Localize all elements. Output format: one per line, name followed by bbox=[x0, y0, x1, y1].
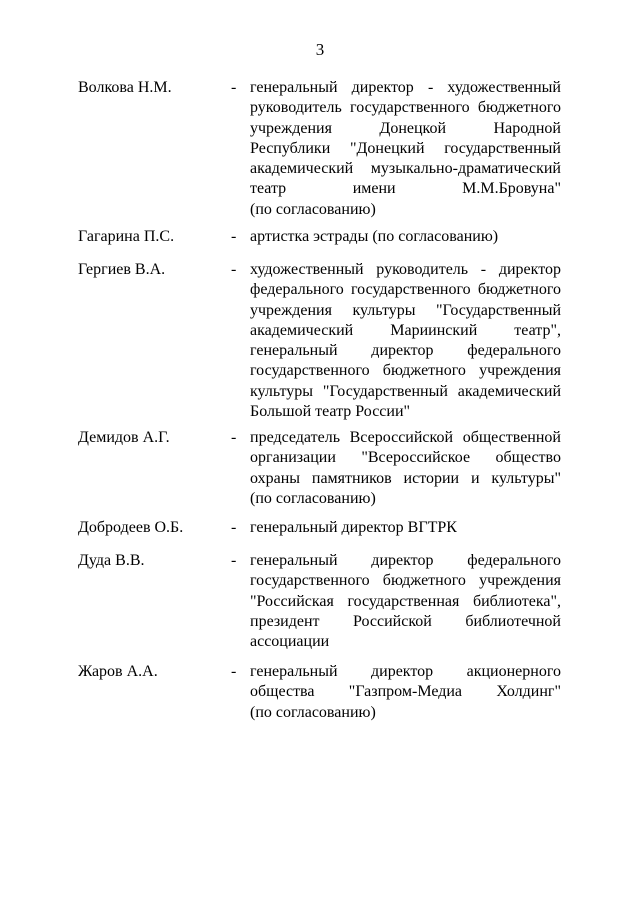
description-line: культуры "Государственный академический bbox=[250, 382, 561, 400]
description-line: президент Российской библиотечной bbox=[250, 612, 561, 630]
dash-separator: - bbox=[231, 519, 237, 536]
description-line: академический Мариинский театр", bbox=[250, 321, 561, 339]
dash-separator: - bbox=[231, 552, 237, 569]
person-description bbox=[250, 428, 561, 509]
description-line: генеральный директор федерального bbox=[250, 342, 561, 360]
description-line: руководитель государственного бюджетного bbox=[250, 99, 561, 117]
description-line: академический музыкально-драматический bbox=[250, 160, 561, 178]
person-name: Демидов А.Г. bbox=[78, 429, 170, 446]
description-line: театр имени М.М.Бровуна" bbox=[250, 180, 561, 198]
person-description bbox=[250, 551, 561, 652]
page-number: 3 bbox=[315, 40, 325, 59]
description-line: художественный руководитель - директор bbox=[250, 261, 561, 278]
description-line: (по согласованию) bbox=[250, 200, 376, 218]
person-name: Дуда В.В. bbox=[78, 552, 145, 569]
description-line: Республики "Донецкий государственный bbox=[250, 139, 561, 157]
person-description bbox=[250, 260, 561, 422]
description-line: учреждения культуры "Государственный bbox=[250, 301, 561, 319]
description-line: ассоциации bbox=[250, 633, 330, 651]
dash-separator: - bbox=[231, 261, 237, 278]
description-line: федерального государственного бюджетного bbox=[250, 281, 561, 299]
person-description bbox=[250, 518, 561, 538]
description-line: государственного бюджетного учреждения bbox=[250, 362, 561, 380]
dash-separator: - bbox=[231, 429, 237, 446]
person-name: Гагарина П.С. bbox=[78, 228, 175, 245]
person-description bbox=[250, 78, 561, 220]
person-name: Жаров А.А. bbox=[78, 663, 158, 680]
description-line: артистка эстрады (по согласованию) bbox=[250, 228, 499, 245]
description-line: учреждения Донецкой Народной bbox=[250, 119, 561, 137]
description-line: общества "Газпром-Медиа Холдинг" bbox=[250, 683, 561, 701]
dash-separator: - bbox=[231, 79, 237, 96]
description-line: генеральный директор - художественный bbox=[250, 79, 561, 96]
description-line: государственного бюджетного учреждения bbox=[250, 572, 561, 590]
person-name: Добродеев О.Б. bbox=[78, 519, 184, 536]
description-line: (по согласованию) bbox=[250, 489, 376, 507]
description-line: "Российская государственная библиотека", bbox=[250, 592, 561, 610]
person-description bbox=[250, 662, 561, 723]
description-line: генеральный директор ВГТРК bbox=[250, 519, 457, 536]
person-description bbox=[250, 227, 561, 247]
description-line: охраны памятников истории и культуры" bbox=[250, 469, 561, 487]
description-line: организации "Всероссийское общество bbox=[250, 449, 561, 467]
description-line: генеральный директор федерального bbox=[250, 552, 561, 569]
person-name: Волкова Н.М. bbox=[78, 79, 172, 96]
dash-separator: - bbox=[231, 663, 237, 680]
person-name: Гергиев В.А. bbox=[78, 261, 166, 278]
description-line: (по согласованию) bbox=[250, 703, 376, 721]
dash-separator: - bbox=[231, 228, 237, 245]
description-line: председатель Всероссийской общественной bbox=[250, 429, 561, 446]
description-line: генеральный директор акционерного bbox=[250, 663, 561, 680]
description-line: Большой театр России" bbox=[250, 403, 411, 421]
